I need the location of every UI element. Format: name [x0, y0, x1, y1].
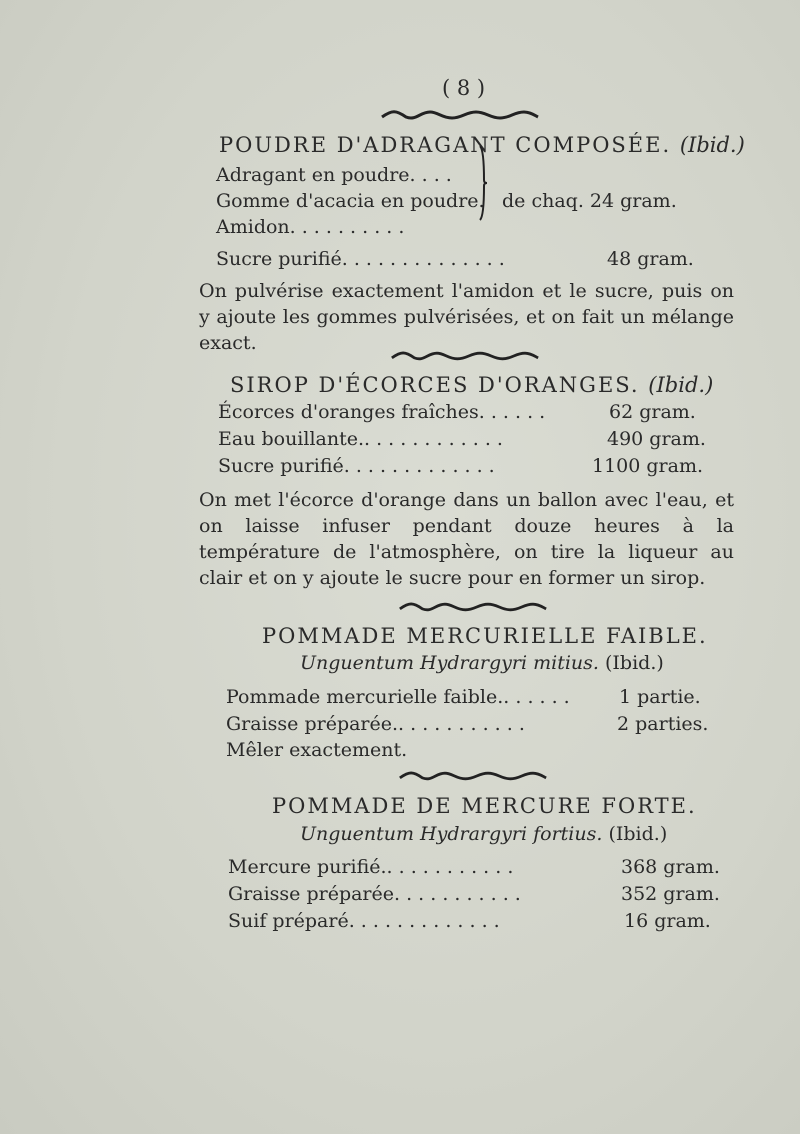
ingredient-name: Sucre purifié. . . . . . . . . . . . . . [216, 248, 505, 270]
ingredient-name: Graisse préparée.. . . . . . . . . . . [226, 713, 525, 735]
ingredient-quantity: 368 gram. [621, 856, 720, 878]
ingredient-name: Eau bouillante.. . . . . . . . . . . . [218, 428, 503, 450]
ingredient-quantity: 48 gram. [607, 248, 694, 270]
ingredient-quantity: 1 partie. [619, 686, 701, 708]
latin-reference: (Ibid.) [608, 823, 668, 845]
instruction-paragraph: Mêler exactement. [226, 739, 408, 761]
latin-name: Unguentum Hydrargyri mitius. [300, 652, 599, 674]
ingredient-name: Adragant en poudre. . . . [216, 164, 452, 186]
section-title: POMMADE MERCURIELLE FAIBLE. [262, 624, 708, 648]
grouping-brace [478, 144, 488, 222]
ingredient-quantity: 16 gram. [624, 910, 711, 932]
ingredient-name: Mercure purifié.. . . . . . . . . . . [228, 856, 514, 878]
section-reference: (Ibid.) [648, 373, 714, 397]
ingredient-quantity: 62 gram. [609, 401, 696, 423]
ingredient-name: Suif préparé. . . . . . . . . . . . . [228, 910, 500, 932]
ingredient-quantity: 352 gram. [621, 883, 720, 905]
section-title [230, 373, 713, 397]
latin-subtitle [300, 652, 664, 674]
ingredient-name: Gomme d'acacia en poudre. [216, 190, 485, 212]
ingredient-name: Amidon. . . . . . . . . . [216, 216, 405, 238]
section-title: POMMADE DE MERCURE FORTE. [272, 794, 697, 818]
section-title-text: POUDRE D'ADRAGANT COMPOSÉE. [219, 133, 672, 157]
ingredient-quantity: 2 parties. [617, 713, 709, 735]
ornament-divider [398, 600, 548, 614]
ornament-divider [398, 769, 548, 783]
instruction-paragraph: On met l'écorce d'orange dans un ballon avec l'eau, et on laisse infuser pendant douze heures à la température de l'atmosphère, on tire la liqueur au clair et on y ajoute le sucre pour en former un sirop. [199, 489, 734, 589]
latin-subtitle [300, 823, 667, 845]
ingredient-quantity: 490 gram. [607, 428, 706, 450]
ingredient-name: Sucre purifié. . . . . . . . . . . . . [218, 455, 495, 477]
ingredient-name: Écorces d'oranges fraîches. . . . . . [218, 401, 546, 423]
instruction-paragraph: On pulvérise exactement l'amidon et le sucre, puis on y ajoute les gommes pulvérisées, et on fait un mélange exact. [199, 280, 734, 354]
section-reference: (Ibid.) [679, 133, 745, 157]
ornament-divider [380, 108, 540, 122]
page-number: ( 8 ) [442, 76, 486, 100]
ornament-divider [390, 349, 540, 363]
group-quantity: de chaq. 24 gram. [502, 190, 677, 212]
ingredient-name: Graisse préparée. . . . . . . . . . . [228, 883, 521, 905]
latin-name: Unguentum Hydrargyri fortius. [300, 823, 603, 845]
latin-reference: (Ibid.) [605, 652, 664, 674]
ingredient-quantity: 1100 gram. [592, 455, 704, 477]
ingredient-name: Pommade mercurielle faible.. . . . . . [226, 686, 570, 708]
section-title-text: SIROP D'ÉCORCES D'ORANGES. [230, 373, 640, 397]
